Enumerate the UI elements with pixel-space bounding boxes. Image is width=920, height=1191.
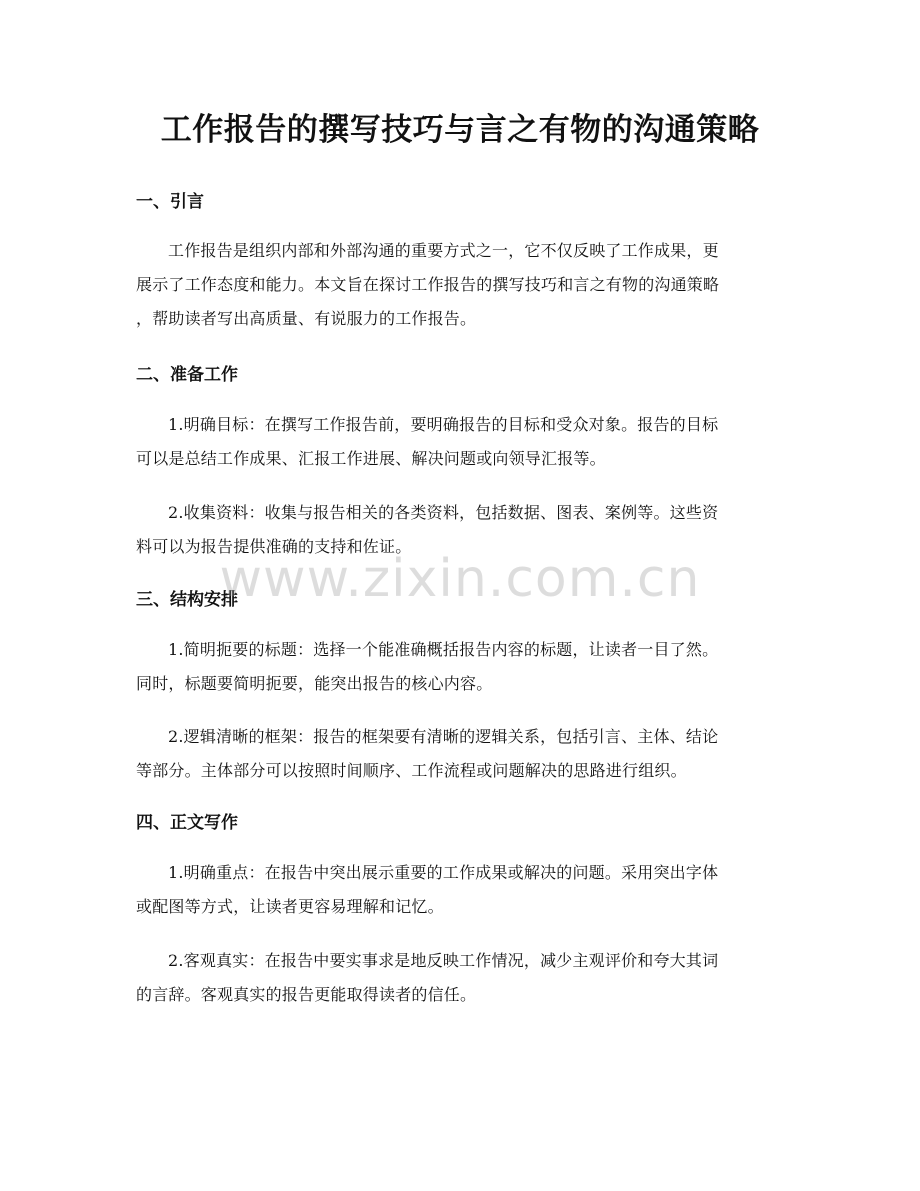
paragraph-line: 等部分。主体部分可以按照时间顺序、工作流程或问题解决的思路进行组织。 [136,761,687,780]
paragraph-logical-framework [136,720,786,788]
paragraph-clear-focus [136,856,786,924]
paragraph-collect-materials [136,496,786,564]
section-heading-body-writing: 四、正文写作 [136,813,238,833]
paragraph-line: 展示了工作态度和能力。本文旨在探讨工作报告的撰写技巧和言之有物的沟通策略 [136,275,720,294]
section-heading-preparation: 二、准备工作 [136,365,238,385]
paragraph-line: ，帮助读者写出高质量、有说服力的工作报告。 [136,309,477,328]
paragraph-line: 工作报告是组织内部和外部沟通的重要方式之一，它不仅反映了工作成果，更 [168,241,719,260]
watermark: www.zixin.com.cn [219,549,701,609]
paragraph-concise-title [136,633,786,701]
paragraph-line: 的言辞。客观真实的报告更能取得读者的信任。 [136,985,477,1004]
paragraph-line: 或配图等方式，让读者更容易理解和记忆。 [136,897,444,916]
paragraph-line: 料可以为报告提供准确的支持和佐证。 [136,537,412,556]
paragraph-line: 1.明确目标：在撰写工作报告前，要明确报告的目标和受众对象。报告的目标 [168,415,719,434]
paragraph-line: 2.收集资料：收集与报告相关的各类资料，包括数据、图表、案例等。这些资 [168,503,719,522]
page-title: 工作报告的撰写技巧与言之有物的沟通策略 [160,112,760,148]
paragraph-line: 2.客观真实：在报告中要实事求是地反映工作情况，减少主观评价和夸大其词 [168,951,719,970]
section-heading-introduction: 一、引言 [136,192,204,212]
paragraph-clear-goal [136,408,786,476]
paragraph-objective-truth [136,944,786,1012]
paragraph-line: 同时，标题要简明扼要，能突出报告的核心内容。 [136,674,493,693]
paragraph-line: 1.明确重点：在报告中突出展示重要的工作成果或解决的问题。采用突出字体 [168,863,719,882]
section-heading-structure: 三、结构安排 [136,590,238,610]
paragraph-line: 1.简明扼要的标题：选择一个能准确概括报告内容的标题，让读者一目了然。 [168,640,719,659]
paragraph-introduction [136,234,786,336]
paragraph-line: 2.逻辑清晰的框架：报告的框架要有清晰的逻辑关系，包括引言、主体、结论 [168,727,719,746]
paragraph-line: 可以是总结工作成果、汇报工作进展、解决问题或向领导汇报等。 [136,449,606,468]
